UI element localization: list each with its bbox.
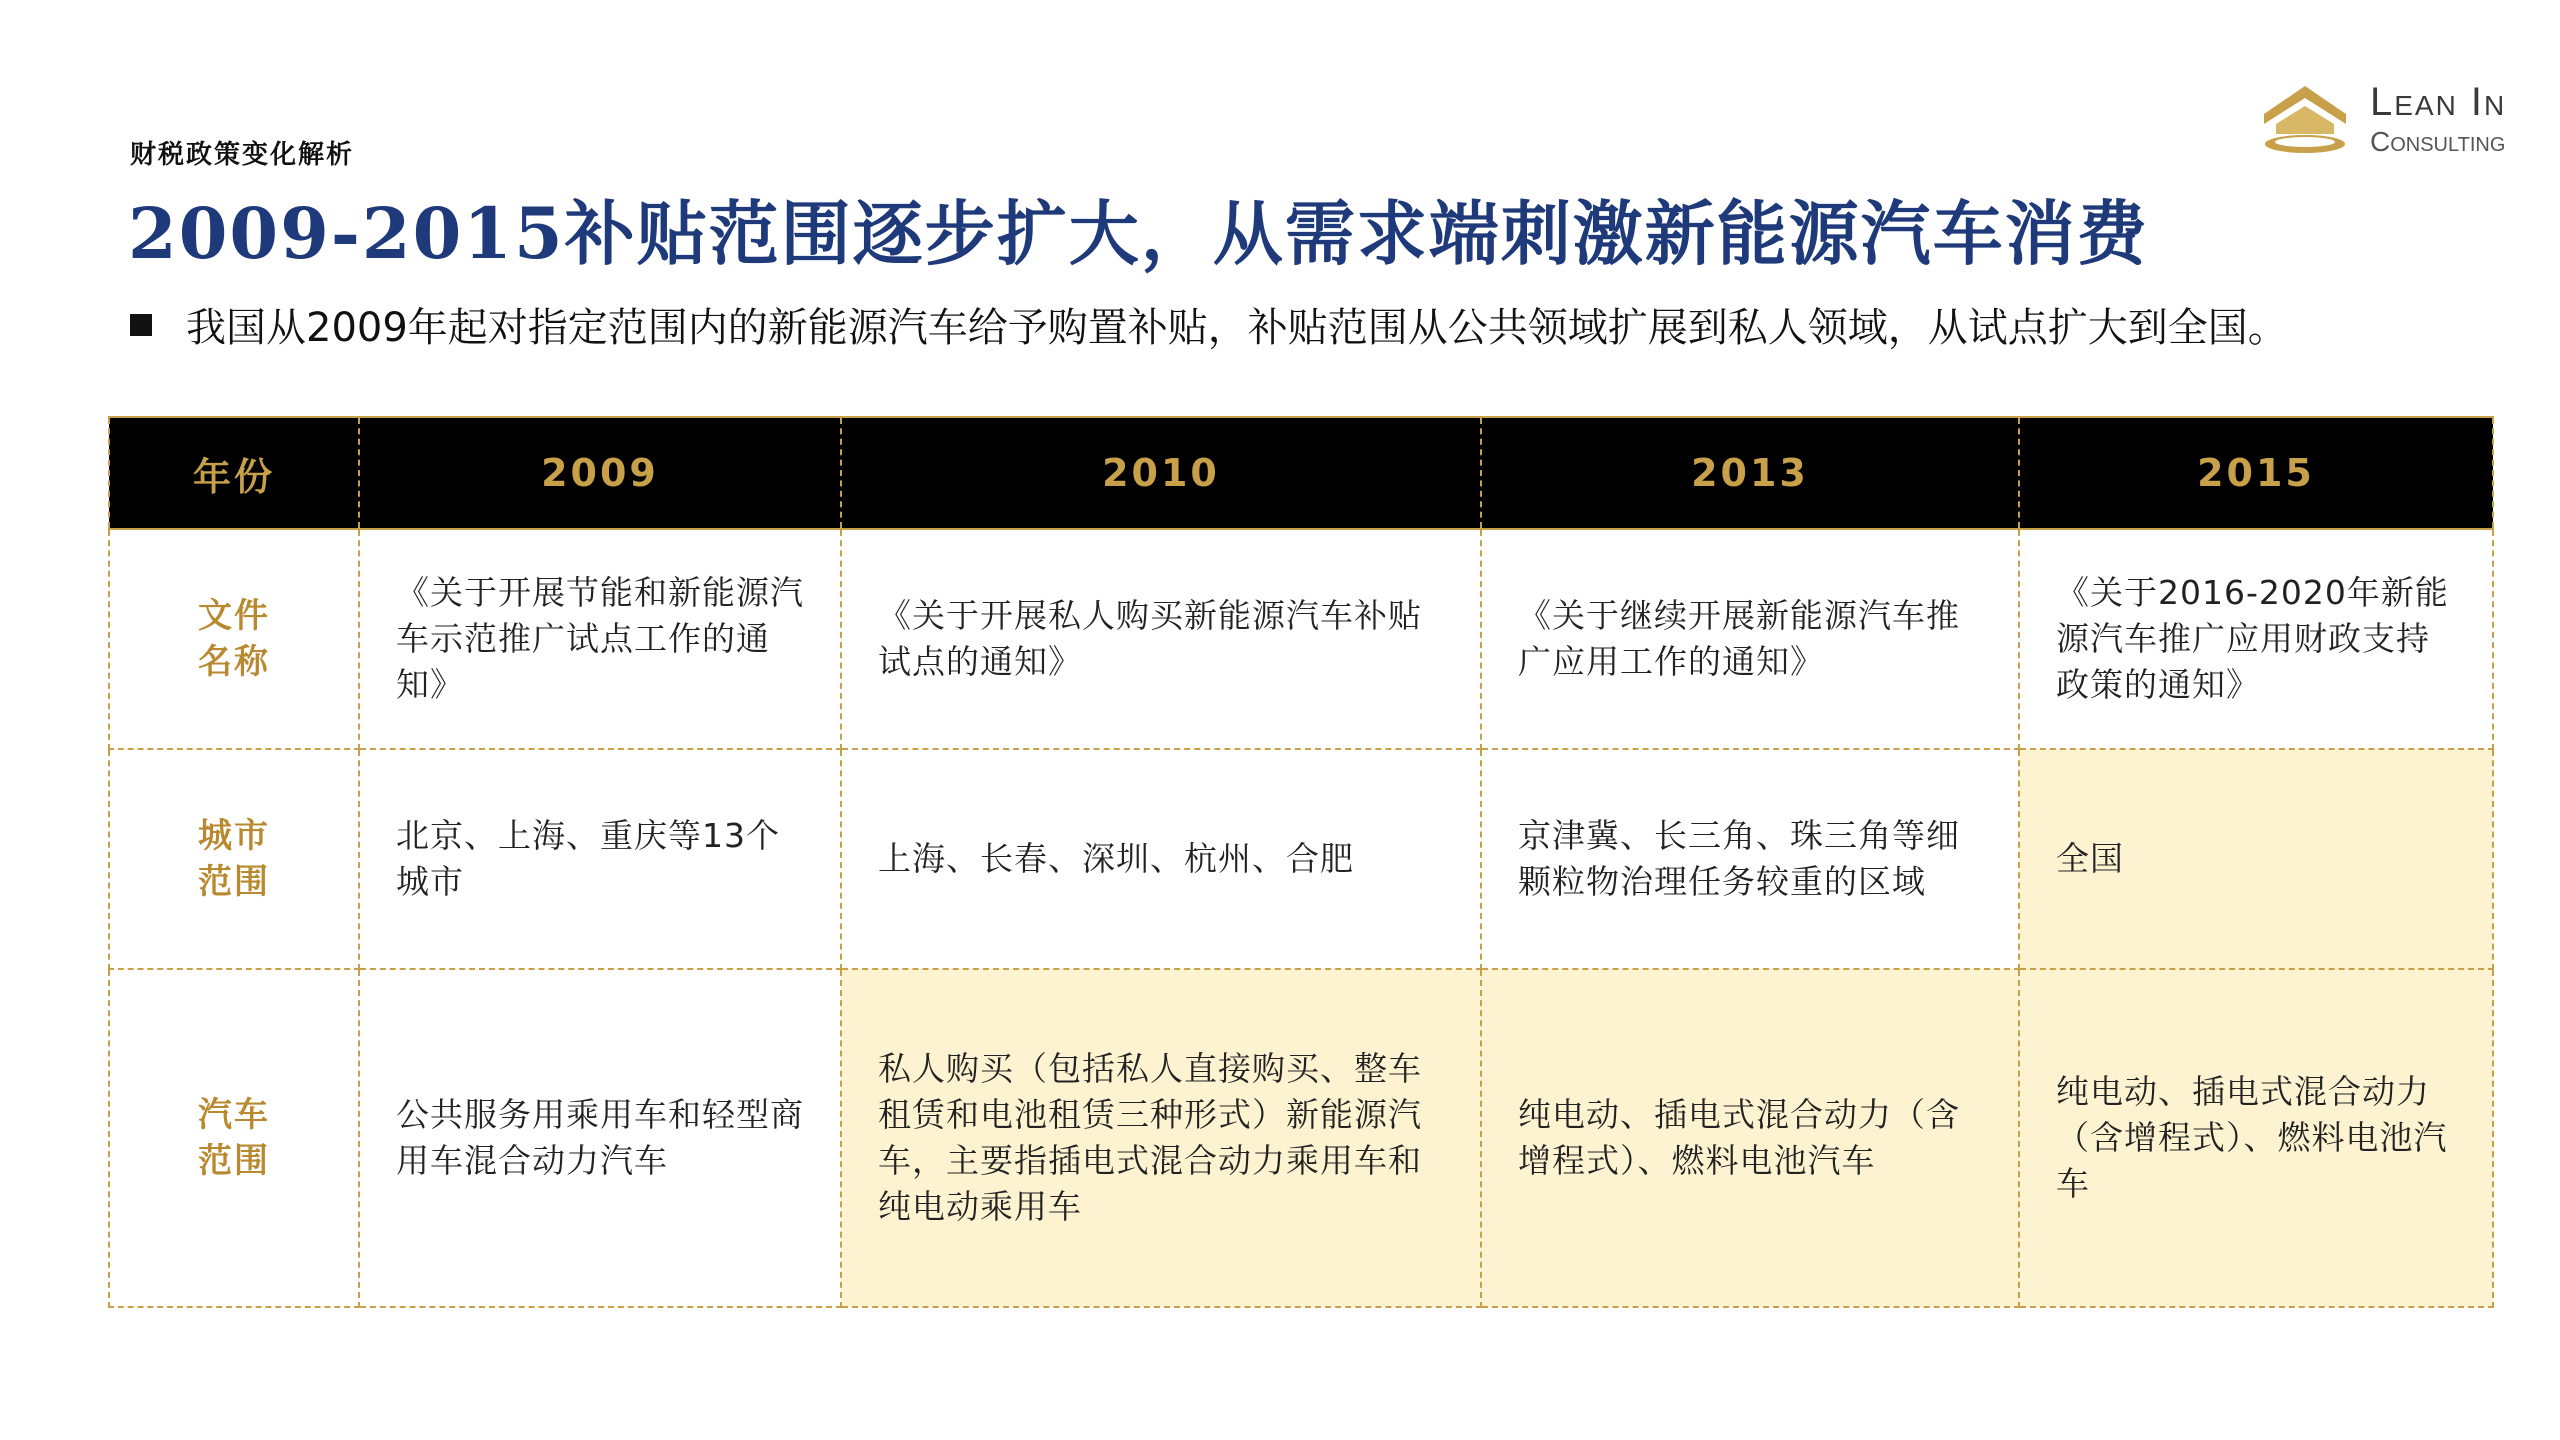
table-cell: 《关于开展节能和新能源汽车示范推广试点工作的通知》: [359, 529, 841, 749]
table-cell: 北京、上海、重庆等13个城市: [359, 749, 841, 969]
table-cell: 《关于开展私人购买新能源汽车补贴试点的通知》: [841, 529, 1481, 749]
table-header-row: [109, 417, 2493, 529]
logo-line1: Lean In: [2370, 80, 2507, 124]
row-label-vehicle: [109, 969, 359, 1307]
table-cell-highlighted: 纯电动、插电式混合动力（含增程式）、燃料电池汽车: [1481, 969, 2019, 1307]
header-2009: 2009: [359, 417, 841, 529]
table-cell: 上海、长春、深圳、杭州、合肥: [841, 749, 1481, 969]
row-label-line: 范围: [198, 862, 270, 902]
table-row: [109, 749, 2493, 969]
company-logo: [2262, 78, 2522, 168]
section-label: 财税政策变化解析: [130, 140, 355, 170]
table-row: [109, 529, 2493, 749]
row-label-document: [109, 529, 359, 749]
table-cell: 京津冀、长三角、珠三角等细颗粒物治理任务较重的区域: [1481, 749, 2019, 969]
table-cell-highlighted: 私人购买（包括私人直接购买、整车租赁和电池租赁三种形式）新能源汽车，主要指插电式混合动力乘用车和纯电动乘用车: [841, 969, 1481, 1307]
bullet-point: [130, 296, 2288, 353]
table-cell: 《关于继续开展新能源汽车推广应用工作的通知》: [1481, 529, 2019, 749]
house-roof-icon: [2262, 84, 2348, 156]
row-label-city: [109, 749, 359, 969]
logo-line2: Consulting: [2370, 126, 2506, 157]
header-year: 年份: [109, 417, 359, 529]
table-cell: 《关于2016-2020年新能源汽车推广应用财政支持政策的通知》: [2019, 529, 2493, 749]
row-label-line: 城市: [198, 816, 270, 856]
row-label-line: 文件: [198, 596, 270, 636]
table-cell-highlighted: 全国: [2019, 749, 2493, 969]
table-cell: 公共服务用乘用车和轻型商用车混合动力汽车: [359, 969, 841, 1307]
row-label-line: 汽车: [198, 1095, 270, 1135]
row-label-line: 名称: [198, 642, 270, 682]
bullet-text: 我国从2009年起对指定范围内的新能源汽车给予购置补贴，补贴范围从公共领域扩展到私人领域，从试点扩大到全国。: [186, 305, 2288, 351]
header-2015: 2015: [2019, 417, 2493, 529]
page-title: 2009-2015补贴范围逐步扩大，从需求端刺激新能源汽车消费: [128, 192, 2149, 275]
table-cell-highlighted: 纯电动、插电式混合动力（含增程式）、燃料电池汽车: [2019, 969, 2493, 1307]
header-2010: 2010: [841, 417, 1481, 529]
header-2013: 2013: [1481, 417, 2019, 529]
policy-table: [108, 416, 2492, 1302]
row-label-line: 范围: [198, 1141, 270, 1181]
logo-text: [2370, 82, 2506, 156]
table-row: [109, 969, 2493, 1307]
bullet-square-icon: [130, 314, 152, 336]
